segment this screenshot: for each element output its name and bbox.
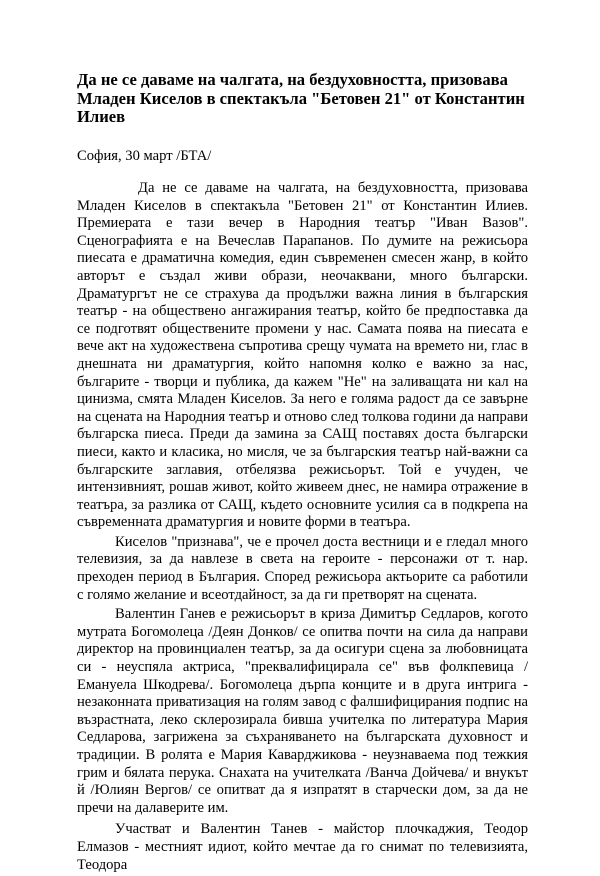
article-paragraph: Да не се даваме на чалгата, на бездуховността, призовава Младен Киселов в спектакъла "Бетовен 21" от Константин Илиев. Премиерата е тази вечер в Народния театър "Иван Вазов". Сценографията е на Вечеслав Парапанов. По думите на режисьора пиесата е драматична комедия, един съвременен смесен жанр, в който авторът е създал живи образи, неочаквани, много български. Драматургът не се страхува да продължи важна линия в българския театър - на обществено ангажирания театър, който бе предпоставка да се подготвят обществените промени у нас. Самата поява на пиесата е вече акт на художествена съпротива срещу чумата на времето ни, глас в днешната ни драматургия, който напомня колко е важно за нас, българите - творци и публика, да кажем "Не" на заливащата ни кал на цинизма, смята Младен Киселов. За него е голяма радост да се завърне на сцената на Народния театър и отново след толкова години да направи българска пиеса. Преди да замина за САЩ поставях доста български пиеси, както и класика, но мисля, че за българския театър най-важни са българските заглавия, отбелязва режисьорът. Той е учуден, че интензивният, рошав живот, който живеем днес, не намира отражение в театъра, за разлика от САЩ, където основните усилия са в подкрепа на съвременната драматургия и новите форми в театъра. (77, 180, 528, 531)
article-body (77, 180, 528, 876)
article-dateline: София, 30 март /БТА/ (77, 148, 212, 164)
article-paragraph: Киселов "признава", че е прочел доста вестници и е гледал много телевизия, за да навлезе в света на героите - персонажи от т. нар. преходен период в България. Според режисьора актьорите са работили с голямо желание и всеотдайност, за да ги претворят на сцената. (77, 533, 528, 603)
article-title: Да не се даваме на чалгата, на бездуховността, призовава Младен Киселов в спектакъла "Бетовен 21" от Константин Илиев (77, 70, 525, 126)
article-paragraph: Валентин Ганев е режисьорът в криза Димитър Седларов, когото мутрата Богомолеца /Деян Донков/ се опитва почти на сила да направи директор на провинциален театър, за да осигури сцена за любовницата си - неуспяла актриса, "преквалифицирала се" във фолкпевица /Емануела Шкодрева/. Богомолеца дърпа конците и в друга интрига - незаконната приватизация на голям завод с фалшифицирания подпис на възрастната, леко склерозирала бивша учителка по литература Мария Седларова, загрижена за съхраняването на българската духовност и традиции. В ролята е Мария Каварджикова - неузнаваема под тежкия грим и бялата перука. Снахата на учителката /Ванча Дойчева/ и внукът й /Юлиян Вергов/ се опитват да я изпратят в старчески дом, за да не пречи на далаверите им. (77, 606, 528, 816)
article-paragraph: Участват и Валентин Танев - майстор плочкаджия, Теодор Елмазов - местният идиот, който мечтае да го снимат по телевизията, Теодора (77, 821, 528, 873)
